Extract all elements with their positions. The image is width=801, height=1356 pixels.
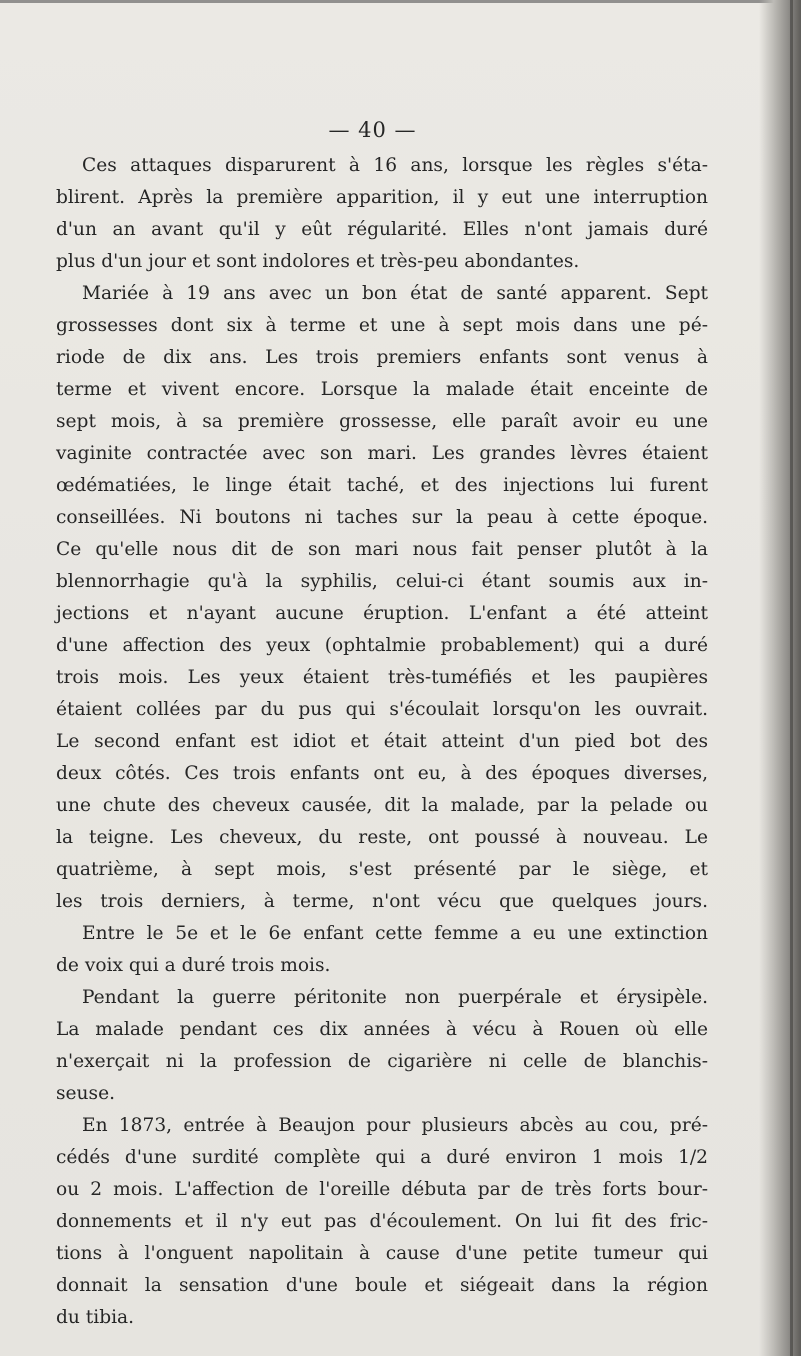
text-line: œdématiées, le linge était taché, et des injections lui furent [56,475,708,496]
text-line: étaient collées par du pus qui s'écoulait lorsqu'on les ouvrait. [56,699,708,720]
text-line: d'une affection des yeux (ophtalmie probablement) qui a duré [56,635,708,656]
text-line: Entre le 5e et le 6e enfant cette femme a eu une extinction [82,923,708,944]
text-line: Le second enfant est idiot et était atteint d'un pied bot des [56,731,708,752]
text-line: d'un an avant qu'il y eût régularité. Elles n'ont jamais duré [56,219,708,240]
text-line: Pendant la guerre péritonite non puerpérale et érysipèle. [82,987,708,1008]
text-line: riode de dix ans. Les trois premiers enfants sont venus à [56,347,708,368]
text-line: les trois derniers, à terme, n'ont vécu que quelques jours. [56,891,708,912]
text-line: donnements et il n'y eut pas d'écoulement. On lui fit des fric- [56,1211,708,1232]
text-line: du tibia. [56,1307,135,1328]
text-line: Ce qu'elle nous dit de son mari nous fait penser plutôt à la [56,539,708,560]
text-line: grossesses dont six à terme et une à sept mois dans une pé- [56,315,708,336]
page-top-border [0,0,801,3]
text-line: ou 2 mois. L'affection de l'oreille débuta par de très forts bour- [56,1179,708,1200]
text-line: sept mois, à sa première grossesse, elle paraît avoir eu une [56,411,708,432]
text-line: Mariée à 19 ans avec un bon état de santé apparent. Sept [82,283,708,304]
text-line: cédés d'une surdité complète qui a duré environ 1 mois 1/2 [56,1147,708,1168]
body-text [56,150,708,1334]
text-line: En 1873, entrée à Beaujon pour plusieurs abcès au cou, pré- [82,1115,708,1136]
text-line: la teigne. Les cheveux, du reste, ont poussé à nouveau. Le [56,827,708,848]
text-line: quatrième, à sept mois, s'est présenté par le siège, et [56,859,708,880]
text-line: blirent. Après la première apparition, il y eut une interruption [56,187,708,208]
text-line: trois mois. Les yeux étaient très-tuméfiés et les paupières [56,667,708,688]
text-line: une chute des cheveux causée, dit la malade, par la pelade ou [56,795,708,816]
page-number: — 40 — [328,118,417,142]
page-edge-line [790,0,793,1356]
text-line: seuse. [56,1083,115,1104]
text-line: plus d'un jour et sont indolores et très-peu abondantes. [56,251,580,272]
text-line: jections et n'ayant aucune éruption. L'enfant a été atteint [56,603,708,624]
page-binding-edge [759,0,801,1356]
text-line: de voix qui a duré trois mois. [56,955,331,976]
text-line: n'exerçait ni la profession de cigarière ni celle de blanchis- [56,1051,708,1072]
text-line: La malade pendant ces dix années à vécu à Rouen où elle [56,1019,708,1040]
text-line: terme et vivent encore. Lorsque la malade était enceinte de [56,379,708,400]
text-line: blennorrhagie qu'à la syphilis, celui-ci étant soumis aux in- [56,571,708,592]
text-line: tions à l'onguent napolitain à cause d'une petite tumeur qui [56,1243,708,1264]
text-line: donnait la sensation d'une boule et siégeait dans la région [56,1275,708,1296]
text-line: conseillées. Ni boutons ni taches sur la peau à cette époque. [56,507,708,528]
text-line: Ces attaques disparurent à 16 ans, lorsque les règles s'éta- [82,155,708,176]
text-line: vaginite contractée avec son mari. Les grandes lèvres étaient [56,443,708,464]
text-line: deux côtés. Ces trois enfants ont eu, à des époques diverses, [56,763,708,784]
